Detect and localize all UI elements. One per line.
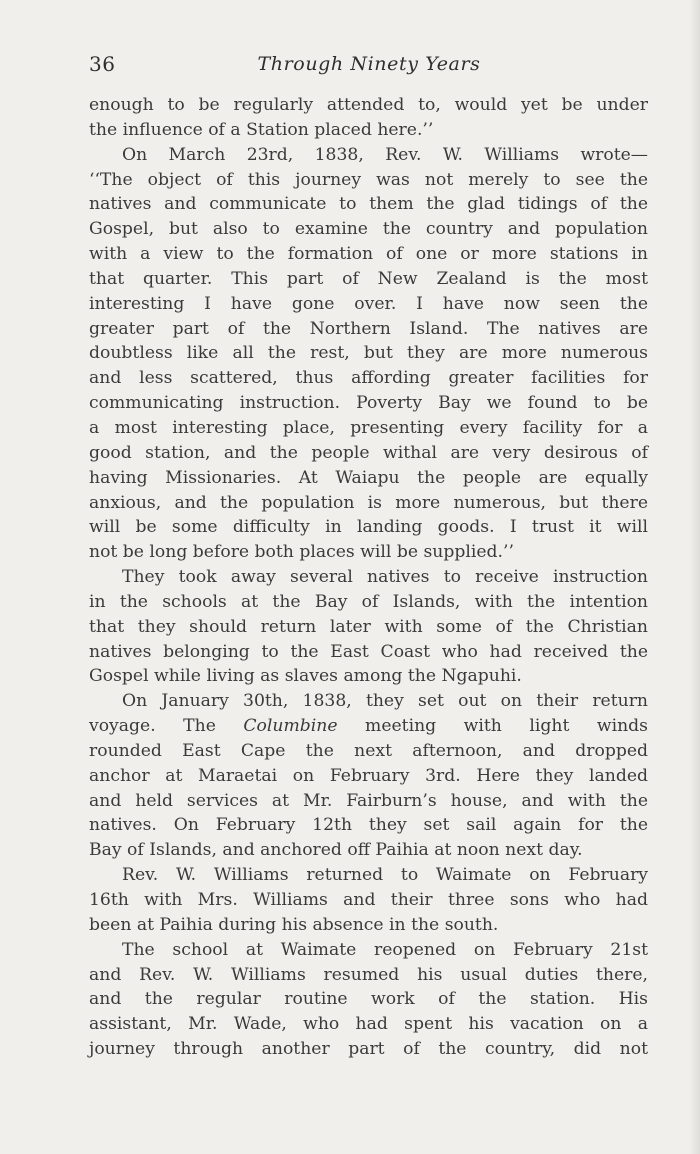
text-line: been at Paihia during his absence in the south. [89, 914, 499, 935]
text-line: and held services at Mr. Fairburn’s house, and with the [89, 790, 648, 811]
text-line: Rev. W. Williams returned to Waimate on February [122, 865, 648, 886]
page-header [89, 52, 649, 80]
text-line: and the regular routine work of the station. His [89, 989, 648, 1010]
ship-name: Columbine [243, 716, 338, 737]
text-line: a most interesting place, presenting every facility for a [89, 417, 648, 438]
text-line: natives and communicate to them the glad tidings of the [89, 194, 648, 215]
text-line: anxious, and the population is more numerous, but there [89, 492, 648, 513]
text-line: rounded East Cape the next afternoon, and dropped [89, 740, 648, 761]
text-line: with a view to the formation of one or more stations in [89, 244, 648, 265]
body-text [89, 93, 648, 1062]
text-line: On January 30th, 1838, they set out on their return [122, 691, 648, 712]
text-line: Gospel while living as slaves among the Ngapuhi. [89, 666, 522, 687]
text-line: enough to be regularly attended to, would yet be under [89, 95, 648, 115]
text-line: The school at Waimate reopened on February 21st [122, 939, 648, 960]
text-line: Gospel, but also to examine the country and population [89, 219, 648, 240]
text-line: On March 23rd, 1838, Rev. W. Williams wrote— [122, 144, 648, 165]
text-line: communicating instruction. Poverty Bay we found to be [89, 393, 648, 414]
text-line: interesting I have gone over. I have now seen the [89, 293, 648, 314]
text-line: that they should return later with some of the Christian [89, 616, 648, 637]
text-line: They took away several natives to receive instruction [122, 567, 648, 588]
text-line: greater part of the Northern Island. The natives are [89, 318, 648, 339]
text-line: will be some difficulty in landing goods. I trust it will [89, 517, 648, 538]
text-line: that quarter. This part of New Zealand is the most [89, 268, 648, 289]
text-line: assistant, Mr. Wade, who had spent his vacation on a [89, 1014, 648, 1035]
text-line: having Missionaries. At Waiapu the people are equally [89, 467, 648, 488]
text-line: journey through another part of the country, did not [89, 1039, 648, 1060]
text-line: the influence of a Station placed here.’’ [89, 119, 434, 140]
text-line: good station, and the people withal are very desirous of [89, 442, 648, 463]
text-line: voyage. The Columbine meeting with light winds [89, 716, 648, 737]
text-line: ‘‘The object of this journey was not merely to see the [89, 169, 648, 190]
running-title: Through Ninety Years [257, 53, 481, 75]
text-line: natives. On February 12th they set sail again for the [89, 815, 648, 836]
page-edge-shadow [690, 0, 700, 1154]
page-number: 36 [89, 52, 116, 76]
text-line: in the schools at the Bay of Islands, with the intention [89, 591, 648, 612]
text-line: not be long before both places will be supplied.’’ [89, 542, 514, 563]
text-line: and Rev. W. Williams resumed his usual duties there, [89, 964, 648, 985]
text-line: doubtless like all the rest, but they are more numerous [89, 343, 648, 364]
text-line: anchor at Maraetai on February 3rd. Here they landed [89, 765, 648, 786]
text-line: Bay of Islands, and anchored off Paihia at noon next day. [89, 840, 583, 861]
text-line: 16th with Mrs. Williams and their three sons who had [89, 890, 648, 910]
text-line: and less scattered, thus affording greater facilities for [89, 368, 648, 389]
text-line: natives belonging to the East Coast who had received the [89, 641, 648, 662]
